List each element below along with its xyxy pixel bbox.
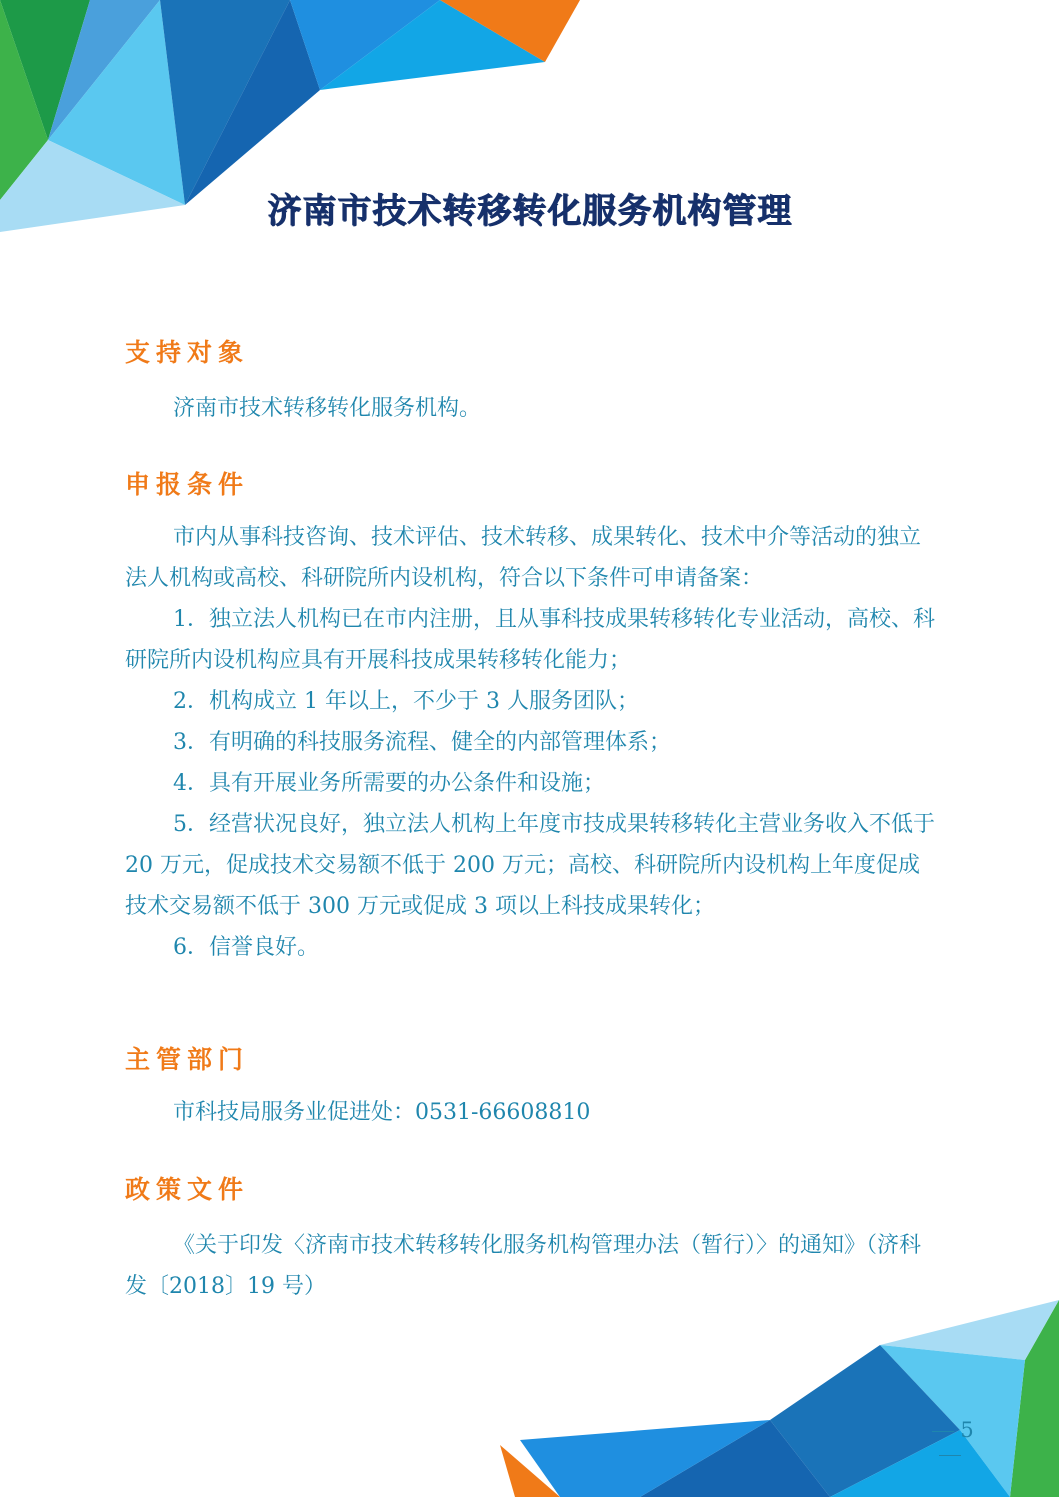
section-heading-policy: 政策文件 (125, 1175, 250, 1204)
section-heading-department: 主管部门 (125, 1045, 250, 1074)
condition-item: 1．独立法人机构已在市内注册，且从事科技成果转移转化专业活动，高校、科研院所内设机构应具有开展科技成果转移转化能力； (125, 607, 935, 673)
condition-item: 4．具有开展业务所需要的办公条件和设施； (173, 771, 605, 796)
page-number-rule (932, 1431, 954, 1432)
page-title: 济南市技术转移转化服务机构管理 (267, 191, 792, 231)
condition-item: 3．有明确的科技服务流程、健全的内部管理体系； (173, 730, 671, 755)
section-heading-conditions: 申报条件 (125, 470, 250, 499)
page-number-value: 5 (960, 1418, 974, 1442)
conditions-body (125, 517, 937, 968)
policy-body (125, 1225, 937, 1307)
condition-item: 6．信誉良好。 (173, 935, 319, 960)
condition-item: 2．机构成立 1 年以上，不少于 3 人服务团队； (173, 689, 639, 714)
condition-item: 5．经营状况良好，独立法人机构上年度市技成果转移转化主营业务收入不低于 20 万元，促成技术交易额不低于 200 万元；高校、科研院所内设机构上年度促成技术交易额不低于 300 万元或促成 3 项以上科技成果转化； (125, 812, 935, 919)
policy-line: 《关于印发〈济南市技术转移转化服务机构管理办法（暂行）〉的通知》（济科发〔2018〕19 号） (125, 1233, 922, 1299)
page-number-rule (939, 1455, 961, 1456)
target-line: 济南市技术转移转化服务机构。 (173, 396, 482, 421)
conditions-intro: 市内从事科技咨询、技术评估、技术转移、成果转化、技术中介等活动的独立法人机构或高校、科研院所内设机构，符合以下条件可申请备案： (125, 525, 922, 591)
department-body (125, 1092, 937, 1133)
section-heading-target: 支持对象 (125, 338, 250, 367)
department-line: 市科技局服务业促进处：0531-66608810 (173, 1100, 591, 1125)
target-body (125, 388, 937, 429)
page-number (912, 1418, 988, 1466)
